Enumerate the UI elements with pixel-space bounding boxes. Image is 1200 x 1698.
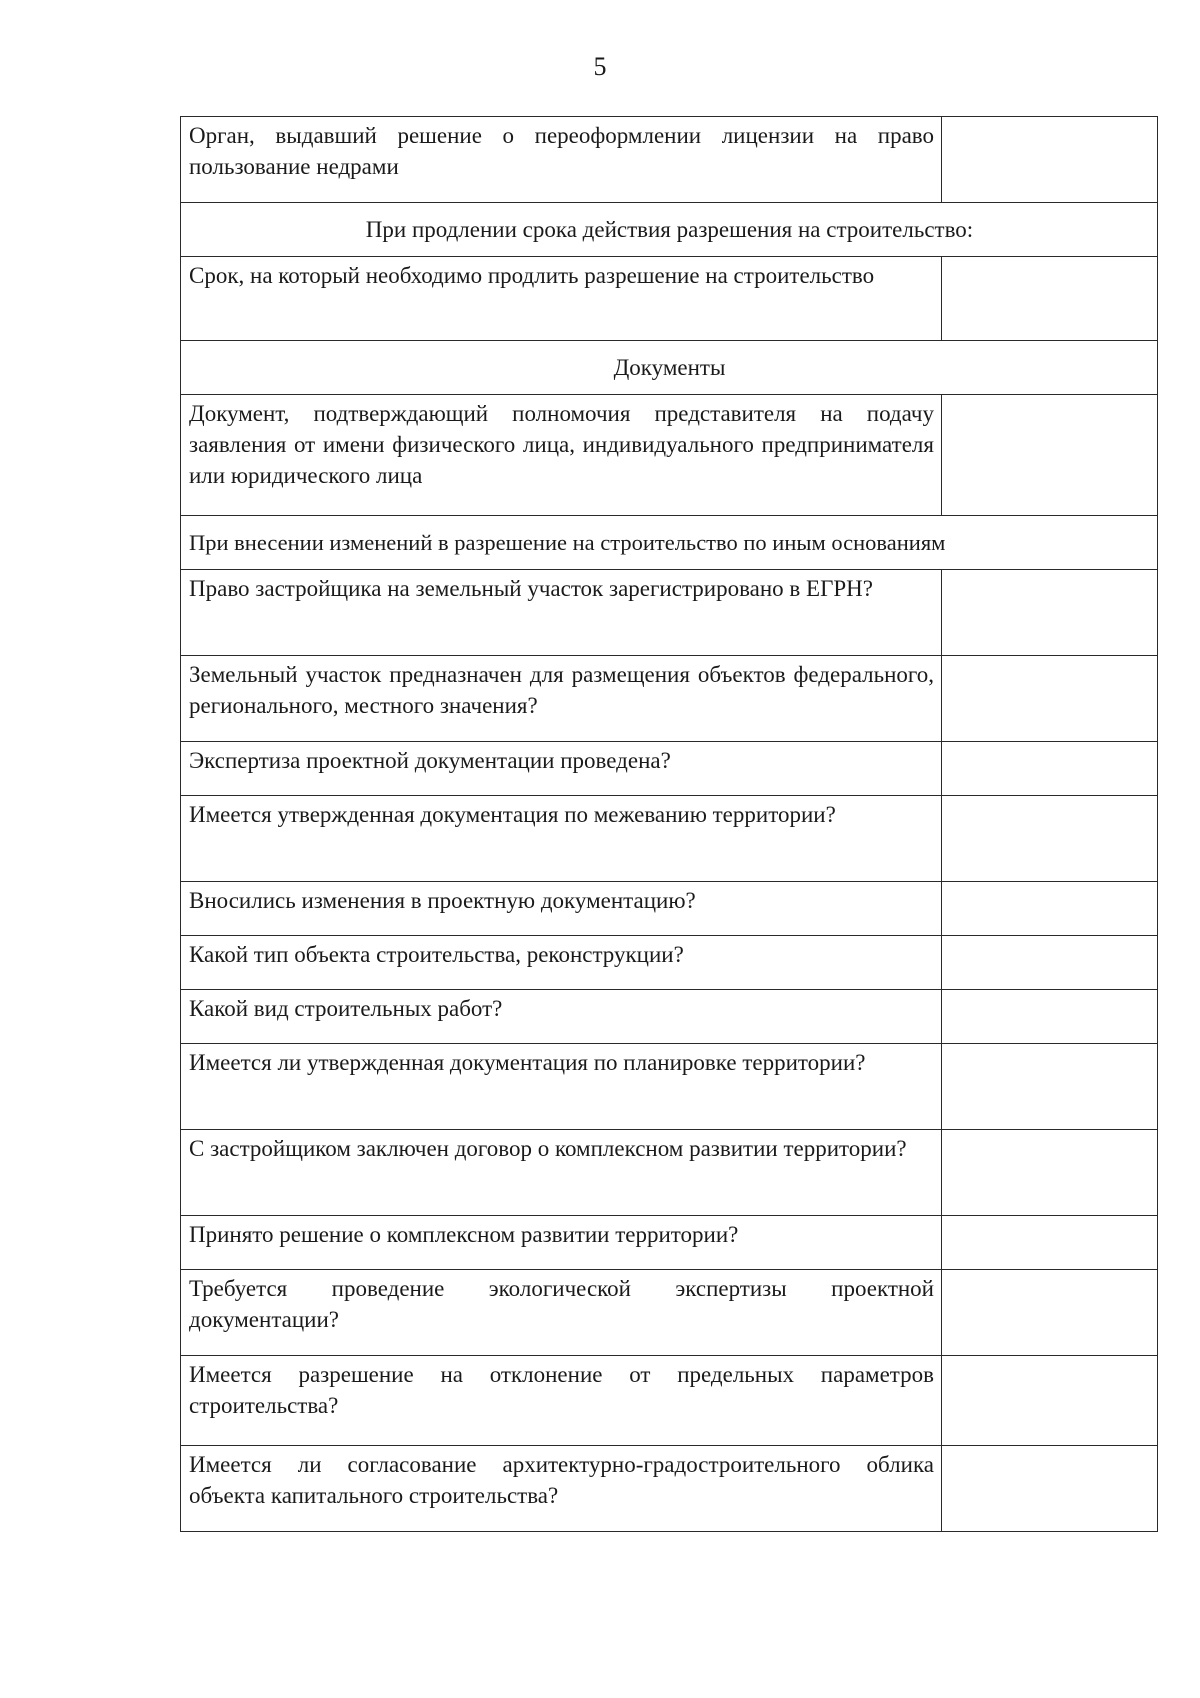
form-row bbox=[181, 990, 1158, 1044]
form-row bbox=[181, 257, 1158, 341]
form-row bbox=[181, 1044, 1158, 1130]
field-value-cell[interactable] bbox=[942, 257, 1158, 341]
form-row bbox=[181, 936, 1158, 990]
field-label: Имеется утвержденная документация по межеванию территории? bbox=[181, 796, 942, 882]
field-label: Имеется разрешение на отклонение от предельных параметров строительства? bbox=[181, 1356, 942, 1446]
field-value-cell[interactable] bbox=[942, 570, 1158, 656]
field-label: Требуется проведение экологической экспертизы проектной документации? bbox=[181, 1270, 942, 1356]
form-row bbox=[181, 1130, 1158, 1216]
field-label: Срок, на который необходимо продлить разрешение на строительство bbox=[181, 257, 942, 341]
field-label: Право застройщика на земельный участок зарегистрировано в ЕГРН? bbox=[181, 570, 942, 656]
form-row bbox=[181, 1356, 1158, 1446]
page-number: 5 bbox=[593, 52, 607, 81]
form-row bbox=[181, 117, 1158, 203]
section-heading: Документы bbox=[181, 341, 1158, 395]
form-row bbox=[181, 1216, 1158, 1270]
section-row bbox=[181, 341, 1158, 395]
field-value-cell[interactable] bbox=[942, 1216, 1158, 1270]
field-value-cell[interactable] bbox=[942, 990, 1158, 1044]
field-value-cell[interactable] bbox=[942, 1446, 1158, 1532]
field-label: Орган, выдавший решение о переоформлении лицензии на право пользование недрами bbox=[181, 117, 942, 203]
section-heading: При внесении изменений в разрешение на строительство по иным основаниям bbox=[181, 516, 1158, 570]
section-row bbox=[181, 203, 1158, 257]
field-value-cell[interactable] bbox=[942, 796, 1158, 882]
section-heading: При продлении срока действия разрешения на строительство: bbox=[181, 203, 1158, 257]
field-label: Документ, подтверждающий полномочия представителя на подачу заявления от имени физического лица, индивидуального предпринимателя или юридического лица bbox=[181, 395, 942, 516]
field-label: Вносились изменения в проектную документацию? bbox=[181, 882, 942, 936]
field-value-cell[interactable] bbox=[942, 1356, 1158, 1446]
field-value-cell[interactable] bbox=[942, 882, 1158, 936]
field-label: С застройщиком заключен договор о комплексном развитии территории? bbox=[181, 1130, 942, 1216]
field-value-cell[interactable] bbox=[942, 656, 1158, 742]
field-label: Экспертиза проектной документации проведена? bbox=[181, 742, 942, 796]
form-row bbox=[181, 796, 1158, 882]
form-row bbox=[181, 882, 1158, 936]
field-label: Имеется ли утвержденная документация по планировке территории? bbox=[181, 1044, 942, 1130]
form-row bbox=[181, 1270, 1158, 1356]
field-label: Имеется ли согласование архитектурно-градостроительного облика объекта капитального строительства? bbox=[181, 1446, 942, 1532]
form-row bbox=[181, 395, 1158, 516]
field-value-cell[interactable] bbox=[942, 1044, 1158, 1130]
form-row bbox=[181, 656, 1158, 742]
form-row bbox=[181, 742, 1158, 796]
field-value-cell[interactable] bbox=[942, 936, 1158, 990]
field-value-cell[interactable] bbox=[942, 395, 1158, 516]
form-table-body bbox=[181, 117, 1158, 1532]
application-form-table bbox=[180, 116, 1158, 1532]
field-label: Какой вид строительных работ? bbox=[181, 990, 942, 1044]
field-label: Принято решение о комплексном развитии территории? bbox=[181, 1216, 942, 1270]
form-row bbox=[181, 570, 1158, 656]
section-row bbox=[181, 516, 1158, 570]
field-value-cell[interactable] bbox=[942, 117, 1158, 203]
field-value-cell[interactable] bbox=[942, 1130, 1158, 1216]
field-value-cell[interactable] bbox=[942, 1270, 1158, 1356]
field-label: Какой тип объекта строительства, реконструкции? bbox=[181, 936, 942, 990]
form-row bbox=[181, 1446, 1158, 1532]
field-label: Земельный участок предназначен для размещения объектов федерального, регионального, местного значения? bbox=[181, 656, 942, 742]
field-value-cell[interactable] bbox=[942, 742, 1158, 796]
